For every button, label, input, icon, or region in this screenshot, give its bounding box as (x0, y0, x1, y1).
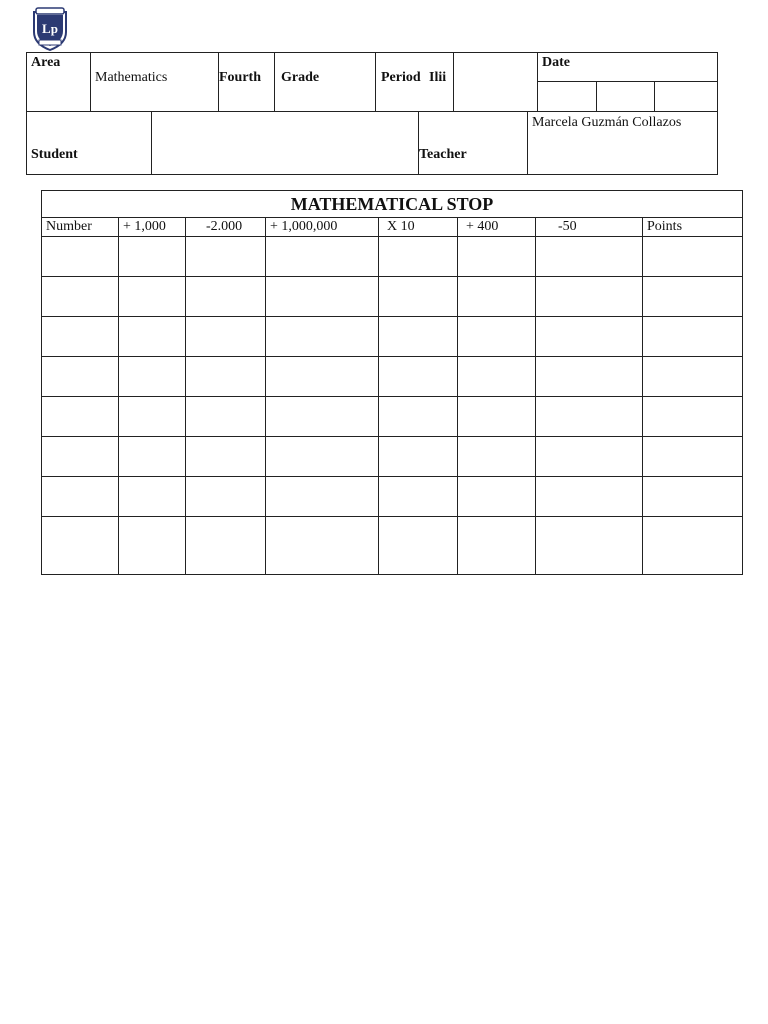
answer-cell[interactable] (119, 517, 186, 575)
worksheet-table (41, 190, 743, 575)
period-value: Ilii (429, 70, 447, 85)
column-header: X 10 (379, 218, 458, 237)
answer-cell[interactable] (458, 477, 536, 517)
area-value: Mathematics (95, 70, 168, 85)
answer-cell[interactable] (458, 237, 536, 277)
date-label: Date (542, 55, 570, 70)
answer-cell[interactable] (643, 317, 743, 357)
answer-cell[interactable] (42, 357, 119, 397)
answer-cell[interactable] (42, 317, 119, 357)
answer-cell[interactable] (266, 277, 379, 317)
student-label: Student (31, 147, 78, 162)
answer-cell[interactable] (119, 317, 186, 357)
answer-row (42, 517, 743, 575)
column-header: Number (42, 218, 119, 237)
answer-cell[interactable] (379, 357, 458, 397)
answer-cell[interactable] (266, 517, 379, 575)
column-header: Points (643, 218, 743, 237)
answer-cell[interactable] (458, 277, 536, 317)
period-label: Period (381, 70, 421, 85)
answer-cell[interactable] (119, 277, 186, 317)
answer-cell[interactable] (379, 317, 458, 357)
answer-cell[interactable] (186, 437, 266, 477)
answer-cell[interactable] (119, 477, 186, 517)
answer-cell[interactable] (186, 317, 266, 357)
answer-cell[interactable] (119, 237, 186, 277)
school-crest-logo (30, 6, 70, 52)
answer-cell[interactable] (186, 397, 266, 437)
answer-cell[interactable] (643, 237, 743, 277)
answer-cell[interactable] (186, 237, 266, 277)
svg-text:Lp: Lp (42, 21, 58, 36)
answer-cell[interactable] (42, 477, 119, 517)
answer-cell[interactable] (536, 277, 643, 317)
answer-cell[interactable] (458, 317, 536, 357)
answer-row (42, 277, 743, 317)
answer-cell[interactable] (643, 277, 743, 317)
answer-cell[interactable] (536, 357, 643, 397)
answer-cell[interactable] (536, 437, 643, 477)
answer-cell[interactable] (536, 317, 643, 357)
answer-cell[interactable] (643, 437, 743, 477)
answer-row (42, 477, 743, 517)
answer-cell[interactable] (379, 517, 458, 575)
answer-row (42, 437, 743, 477)
column-header: + 1,000,000 (266, 218, 379, 237)
answer-cell[interactable] (186, 357, 266, 397)
answer-cell[interactable] (379, 237, 458, 277)
answer-cell[interactable] (119, 437, 186, 477)
answer-cell[interactable] (42, 397, 119, 437)
answer-cell[interactable] (643, 517, 743, 575)
answer-row (42, 317, 743, 357)
column-header: -50 (536, 218, 643, 237)
answer-cell[interactable] (458, 357, 536, 397)
teacher-label: Teacher (419, 147, 467, 162)
answer-row (42, 397, 743, 437)
answer-cell[interactable] (643, 477, 743, 517)
answer-cell[interactable] (458, 517, 536, 575)
answer-cell[interactable] (379, 397, 458, 437)
answer-cell[interactable] (379, 277, 458, 317)
answer-cell[interactable] (536, 237, 643, 277)
answer-row (42, 237, 743, 277)
answer-cell[interactable] (379, 477, 458, 517)
answer-cell[interactable] (42, 277, 119, 317)
answer-cell[interactable] (186, 477, 266, 517)
answer-cell[interactable] (266, 237, 379, 277)
worksheet-title: MATHEMATICAL STOP (42, 191, 743, 218)
grade-value: Fourth (219, 70, 261, 85)
column-header-row (42, 218, 743, 237)
answer-cell[interactable] (42, 437, 119, 477)
answer-cell[interactable] (643, 397, 743, 437)
answer-cell[interactable] (266, 477, 379, 517)
answer-cell[interactable] (536, 397, 643, 437)
answer-cell[interactable] (643, 357, 743, 397)
grade-label: Grade (281, 70, 320, 85)
answer-cell[interactable] (266, 317, 379, 357)
answer-cell[interactable] (266, 397, 379, 437)
answer-row (42, 357, 743, 397)
column-header: -2.000 (186, 218, 266, 237)
area-label: Area (31, 55, 61, 70)
answer-cell[interactable] (379, 437, 458, 477)
column-header: + 1,000 (119, 218, 186, 237)
answer-cell[interactable] (186, 277, 266, 317)
answer-cell[interactable] (42, 237, 119, 277)
answer-cell[interactable] (186, 517, 266, 575)
column-header: + 400 (458, 218, 536, 237)
answer-cell[interactable] (119, 357, 186, 397)
teacher-name: Marcela Guzmán Collazos (532, 115, 682, 130)
answer-cell[interactable] (119, 397, 186, 437)
answer-cell[interactable] (42, 517, 119, 575)
answer-cell[interactable] (536, 517, 643, 575)
answer-cell[interactable] (536, 477, 643, 517)
answer-cell[interactable] (458, 397, 536, 437)
answer-cell[interactable] (266, 357, 379, 397)
answer-cell[interactable] (266, 437, 379, 477)
answer-cell[interactable] (458, 437, 536, 477)
